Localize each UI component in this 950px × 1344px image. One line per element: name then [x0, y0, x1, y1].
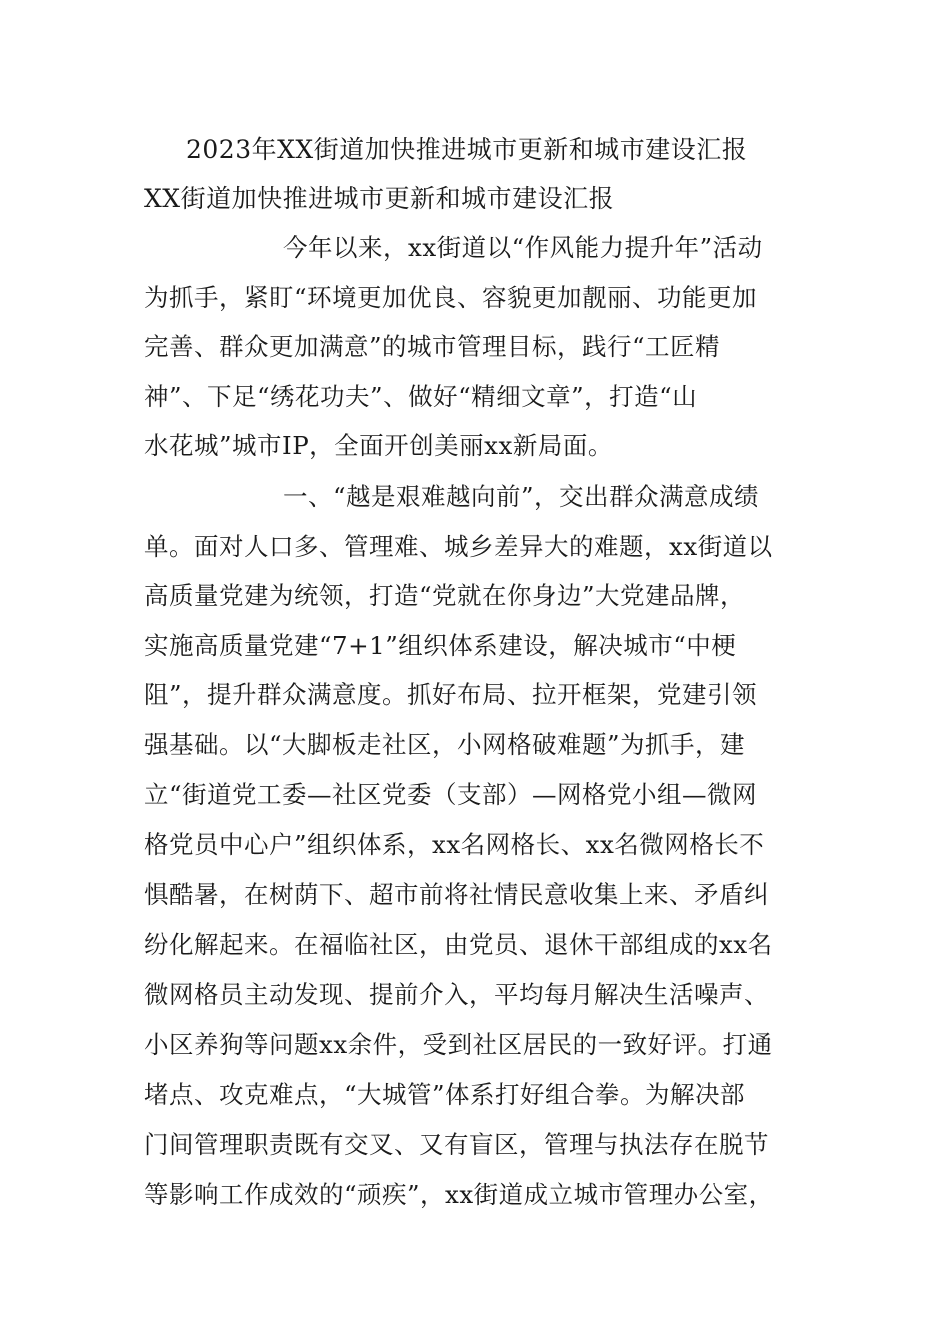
paragraph-line: 立“街道党工委—社区党委（支部）—网格党小组—微网: [144, 780, 758, 809]
paragraph-line: 小区养狗等问题xx余件，受到社区居民的一致好评。打通: [144, 1030, 773, 1059]
paragraph-line: 实施高质量党建“7+1”组织体系建设，解决城市“中梗: [144, 631, 737, 660]
paragraph-line: 堵点、攻克难点，“大城管”体系打好组合拳。为解决部: [144, 1080, 746, 1109]
paragraph-line: 为抓手，紧盯“环境更加优良、容貌更加靓丽、功能更加: [144, 283, 758, 312]
paragraph-line: 一、“越是艰难越向前”，交出群众满意成绩: [283, 482, 760, 511]
paragraph-line: 今年以来，xx街道以“作风能力提升年”活动: [283, 233, 763, 262]
paragraph-line: 等影响工作成效的“顽疾”，xx街道成立城市管理办公室，: [144, 1180, 774, 1209]
document-title: 2023年XX街道加快推进城市更新和城市建设汇报: [186, 135, 748, 164]
document-subtitle: XX街道加快推进城市更新和城市建设汇报: [144, 184, 615, 213]
paragraph-line: 高质量党建为统领，打造“党就在你身边”大党建品牌，: [144, 581, 746, 610]
paragraph-line: 神”、下足“绣花功夫”、做好“精细文章”，打造“山: [144, 382, 698, 411]
paragraph-line: 强基础。以“大脚板走社区，小网格破难题”为抓手，建: [144, 730, 746, 759]
paragraph-line: 格党员中心户”组织体系，xx名网格长、xx名微网格长不: [144, 830, 765, 859]
paragraph-line: 单。面对人口多、管理难、城乡差异大的难题，xx街道以: [144, 532, 773, 561]
paragraph-line: 纷化解起来。在福临社区，由党员、退休干部组成的xx名: [144, 930, 773, 959]
paragraph-line: 微网格员主动发现、提前介入，平均每月解决生活噪声、: [144, 980, 769, 1009]
paragraph-line: 门间管理职责既有交叉、又有盲区，管理与执法存在脱节: [144, 1130, 769, 1159]
paragraph-line: 阻”，提升群众满意度。抓好布局、拉开框架，党建引领: [144, 680, 758, 709]
paragraph-line: 惧酷暑，在树荫下、超市前将社情民意收集上来、矛盾纠: [144, 880, 769, 909]
paragraph-line: 完善、群众更加满意”的城市管理目标，践行“工匠精: [144, 332, 721, 361]
paragraph-line: 水花城”城市IP，全面开创美丽xx新局面。: [144, 431, 613, 460]
